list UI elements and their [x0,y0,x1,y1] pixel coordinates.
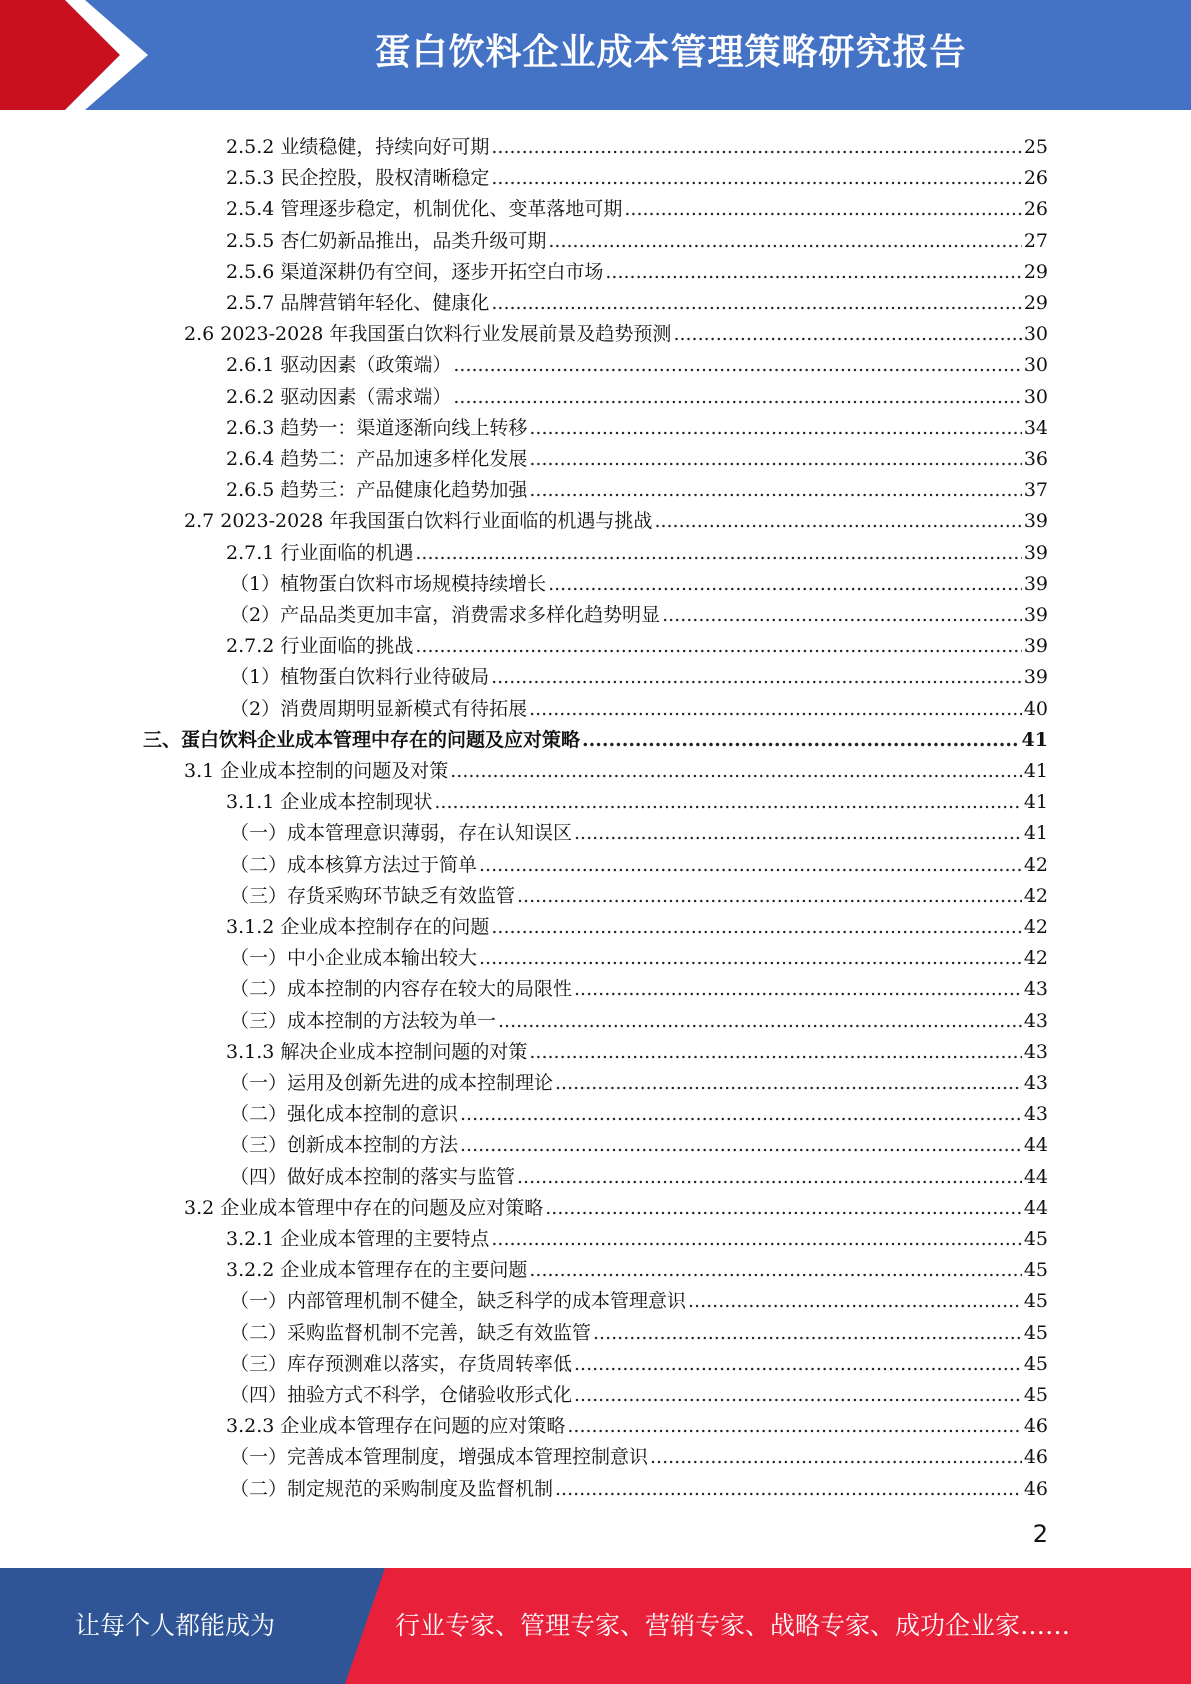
toc-dot-leader [529,1041,1021,1063]
toc-entry[interactable] [230,813,1048,844]
toc-entry-page: 40 [1023,697,1048,720]
toc-dot-leader [517,885,1022,907]
toc-entry-page: 41 [1023,791,1048,814]
footer-slogan-right: 行业专家、管理专家、营销专家、战略专家、成功企业家…… [395,1611,1071,1640]
toc-entry-title: 3.1.1 企业成本控制现状 [226,791,433,814]
toc-dot-leader [491,916,1021,938]
toc-entry-page: 39 [1023,635,1048,658]
toc-entry-title: 2.5.4 管理逐步稳定，机制优化、变革落地可期 [226,198,623,221]
toc-dot-leader [650,1446,1022,1468]
toc-entry-page: 42 [1023,884,1048,907]
toc-dot-leader [673,323,1021,345]
toc-dot-leader [593,1322,1022,1344]
toc-dot-leader [529,448,1021,470]
toc-entry-page: 42 [1023,853,1048,876]
toc-entry[interactable] [230,1094,1048,1125]
toc-dot-leader [624,198,1021,220]
toc-entry[interactable] [226,189,1048,220]
toc-entry-title: （二）成本核算方法过于简单 [230,853,478,876]
toc-entry-page: 29 [1023,260,1048,283]
page-header [0,0,1191,110]
toc-entry-page: 27 [1023,229,1048,252]
toc-entry-title: 3.2.1 企业成本管理的主要特点 [226,1228,490,1250]
toc-entry-page: 43 [1023,1040,1048,1063]
toc-entry-title: 2.5.2 业绩稳健，持续向好可期 [226,136,490,158]
toc-entry-page: 41 [1023,822,1048,845]
toc-entry-title: 3.1.3 解决企业成本控制问题的对策 [226,1040,528,1063]
toc-entry-page: 43 [1023,1103,1048,1126]
footer-slogan-left: 让每个人都能成为 [74,1611,275,1640]
toc-entry-page: 39 [1023,572,1048,595]
toc-entry[interactable] [226,1219,1048,1250]
toc-entry-page: 44 [1023,1134,1048,1157]
toc-dot-leader [415,635,1021,657]
toc-entry[interactable] [230,1281,1048,1312]
toc-dot-leader [688,1290,1022,1312]
toc-entry-page: 43 [1023,978,1048,1001]
toc-entry[interactable] [184,501,1048,532]
toc-entry[interactable] [230,1063,1048,1094]
toc-entry-page: 26 [1023,167,1048,190]
toc-entry-page: 44 [1023,1165,1048,1188]
toc-entry-page: 46 [1023,1415,1048,1438]
toc-dot-leader [548,573,1022,595]
toc-entry-title: 3.2.3 企业成本管理存在问题的应对策略 [226,1415,566,1438]
toc-entry-title: 2.5.3 民企控股，股权清晰稳定 [226,167,490,190]
toc-dot-leader [491,292,1021,314]
page-number: 2 [1032,1520,1048,1548]
toc-entry-title: 三、蛋白饮料企业成本管理中存在的问题及应对策略 [143,728,581,751]
toc-entry-page: 39 [1023,541,1048,564]
toc-entry[interactable] [226,127,1048,158]
toc-entry[interactable] [226,252,1048,283]
toc-entry-title: （一）完善成本管理制度，增强成本管理控制意识 [230,1446,649,1469]
toc-entry[interactable] [226,1406,1048,1437]
toc-entry[interactable] [226,221,1048,252]
toc-dot-leader [491,666,1022,688]
toc-entry-title: 2.7 2023-2028 年我国蛋白饮料行业面临的机遇与挑战 [184,510,653,533]
toc-entry-title: （2）产品品类更加丰富，消费需求多样化趋势明显 [230,604,661,626]
toc-entry-title: （1）植物蛋白饮料行业待破局 [230,666,490,689]
toc-entry-page: 41 [1021,728,1048,751]
toc-entry-page: 30 [1023,354,1048,377]
toc-entry-page: 45 [1023,1384,1048,1406]
toc-dot-leader [415,542,1021,564]
toc-entry-page: 43 [1023,1009,1048,1032]
toc-entry[interactable] [230,938,1048,969]
toc-entry-page: 45 [1023,1259,1048,1282]
toc-entry-title: 2.6.3 趋势一：渠道逐渐向线上转移 [226,416,528,439]
toc-dot-leader [491,136,1021,158]
toc-entry-title: 3.1.2 企业成本控制存在的问题 [226,916,490,938]
toc-entry[interactable] [226,283,1048,314]
toc-dot-leader [529,417,1021,439]
toc-entry-page: 25 [1023,136,1048,158]
toc-dot-leader [567,1415,1021,1437]
toc-entry-page: 39 [1023,666,1048,689]
toc-entry[interactable] [226,533,1048,564]
toc-entry[interactable] [226,408,1048,439]
toc-entry-page: 39 [1023,604,1048,626]
toc-entry-page: 45 [1023,1228,1048,1250]
toc-dot-leader [517,1166,1022,1188]
toc-dot-leader [434,791,1021,813]
toc-entry-page: 45 [1023,1321,1048,1344]
toc-entry-page: 45 [1023,1290,1048,1313]
toc-entry[interactable] [226,907,1048,938]
toc-entry-page: 46 [1023,1446,1048,1469]
toc-entry-title: 2.5.7 品牌营销年轻化、健康化 [226,292,490,314]
toc-entry[interactable] [230,1344,1048,1375]
toc-dot-leader [479,947,1022,969]
toc-entry[interactable] [226,626,1048,657]
toc-entry-title: （三）库存预测难以落实，存货周转率低 [230,1352,573,1375]
toc-entry-title: （二）制定规范的采购制度及监督机制 [230,1477,554,1500]
toc-dot-leader [453,386,1021,408]
toc-entry-title: （二）强化成本控制的意识 [230,1103,459,1126]
toc-entry-title: 2.7.2 行业面临的挑战 [226,635,414,658]
toc-entry[interactable] [230,876,1048,907]
toc-entry-title: 3.2 企业成本管理中存在的问题及应对策略 [184,1196,544,1219]
toc-entry-page: 42 [1023,947,1048,970]
toc-entry-page: 39 [1023,510,1048,533]
toc-dot-leader [450,760,1022,782]
toc-entry[interactable] [230,657,1048,688]
toc-entry[interactable] [226,377,1048,408]
toc-entry[interactable] [143,720,1048,751]
toc-entry-page: 36 [1023,448,1048,470]
toc-dot-leader [529,1259,1021,1281]
toc-entry[interactable] [230,1157,1048,1188]
toc-entry[interactable] [184,314,1048,345]
toc-entry[interactable] [230,689,1048,720]
toc-dot-leader [555,1478,1022,1500]
toc-entry-title: （一）中小企业成本输出较大 [230,947,478,970]
toc-dot-leader [498,1010,1022,1032]
toc-dot-leader [574,978,1022,1000]
toc-entry[interactable] [184,751,1048,782]
toc-entry-title: 2.6.2 驱动因素（需求端） [226,385,452,408]
toc-entry-title: 3.2.2 企业成本管理存在的主要问题 [226,1259,528,1282]
toc-entry-title: （一）成本管理意识薄弱，存在认知误区 [230,822,573,845]
toc-entry-title: （二）采购监督机制不完善，缺乏有效监管 [230,1321,592,1344]
toc-dot-leader [574,822,1022,844]
toc-entry-title: （1）植物蛋白饮料市场规模持续增长 [230,572,547,595]
toc-entry-title: （二）成本控制的内容存在较大的局限性 [230,978,573,1001]
toc-entry[interactable] [230,564,1048,595]
toc-entry-page: 44 [1023,1196,1048,1219]
toc-entry[interactable] [226,782,1048,813]
toc-entry-title: 2.7.1 行业面临的机遇 [226,541,414,564]
toc-entry-title: 2.6 2023-2028 年我国蛋白饮料行业发展前景及趋势预测 [184,323,672,346]
toc-dot-leader [460,1103,1022,1125]
toc-entry[interactable] [230,1375,1048,1406]
toc-dot-leader [491,1228,1021,1250]
toc-dot-leader [529,698,1022,720]
toc-entry-page: 43 [1023,1072,1048,1094]
toc-entry[interactable] [230,1313,1048,1344]
toc-entry-page: 30 [1023,385,1048,408]
toc-entry-title: （一）运用及创新先进的成本控制理论 [230,1072,554,1094]
toc-dot-leader [491,167,1021,189]
toc-dot-leader [574,1353,1022,1375]
toc-entry[interactable] [230,1437,1048,1468]
toc-entry-page: 26 [1023,198,1048,221]
toc-dot-leader [548,230,1021,252]
toc-dot-leader [545,1197,1022,1219]
report-title: 蛋白饮料企业成本管理策略研究报告 [374,32,967,73]
toc-entry-title: 2.5.5 杏仁奶新品推出，品类升级可期 [226,229,547,252]
toc-entry[interactable] [226,158,1048,189]
toc-entry[interactable] [226,1250,1048,1281]
toc-entry-page: 30 [1023,323,1048,346]
toc-entry-title: （三）存货采购环节缺乏有效监管 [230,884,516,907]
toc-entry-title: （三）创新成本控制的方法 [230,1134,459,1157]
toc-dot-leader [479,854,1022,876]
toc-entry-title: 2.6.5 趋势三：产品健康化趋势加强 [226,479,528,502]
toc-entry-page: 41 [1023,760,1048,782]
toc-entry-title: 2.6.4 趋势二：产品加速多样化发展 [226,448,528,470]
toc-entry-title: （四）做好成本控制的落实与监管 [230,1165,516,1188]
toc-entry[interactable] [230,1001,1048,1032]
toc-entry-page: 37 [1023,479,1048,502]
toc-dot-leader [582,729,1020,751]
toc-entry[interactable] [230,969,1048,1000]
toc-dot-leader [460,1134,1022,1156]
toc-dot-leader [453,354,1021,376]
chevron-logo-icon [0,0,160,110]
toc-entry[interactable] [230,595,1048,626]
toc-dot-leader [654,510,1021,532]
toc-entry[interactable] [226,345,1048,376]
toc-dot-leader [529,479,1021,501]
toc-entry-title: （2）消费周期明显新模式有待拓展 [230,697,528,720]
toc-entry[interactable] [230,845,1048,876]
toc-entry[interactable] [230,1125,1048,1156]
toc-entry-page: 45 [1023,1352,1048,1375]
toc-entry-title: 2.6.1 驱动因素（政策端） [226,354,452,377]
toc-entry[interactable] [226,470,1048,501]
toc-entry[interactable] [226,439,1048,470]
toc-entry-title: 2.5.6 渠道深耕仍有空间，逐步开拓空白市场 [226,260,604,283]
toc-entry[interactable] [230,1469,1048,1500]
toc-entry-page: 34 [1023,416,1048,439]
toc-entry-page: 46 [1023,1477,1048,1500]
toc-entry-title: （四）抽验方式不科学，仓储验收形式化 [230,1384,573,1406]
page-footer [0,1568,1191,1684]
toc-entry-page: 29 [1023,292,1048,314]
toc-entry-page: 42 [1023,916,1048,938]
toc-entry[interactable] [226,1032,1048,1063]
toc-dot-leader [605,261,1021,283]
toc-dot-leader [555,1072,1022,1094]
toc-entry-title: （一）内部管理机制不健全，缺乏科学的成本管理意识 [230,1290,687,1313]
toc-entry[interactable] [184,1188,1048,1219]
toc-entry-title: （三）成本控制的方法较为单一 [230,1009,497,1032]
toc-entry-title: 3.1 企业成本控制的问题及对策 [184,760,449,782]
toc-dot-leader [574,1384,1022,1406]
toc-dot-leader [662,604,1022,626]
